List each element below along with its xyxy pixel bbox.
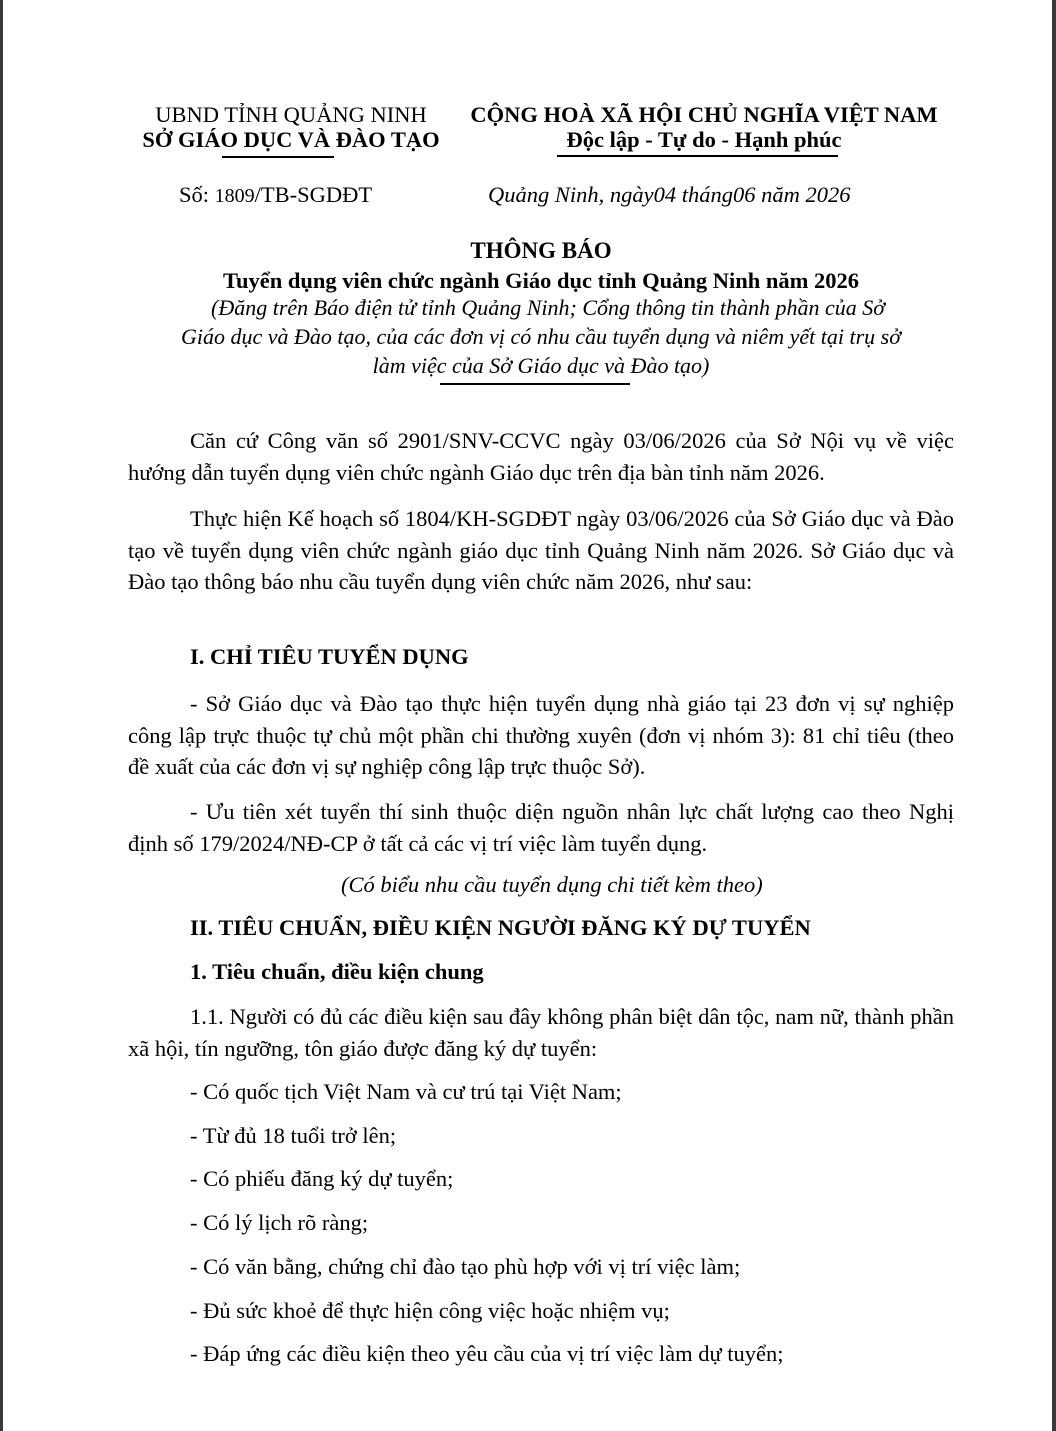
condition-item: - Có phiếu đăng ký dự tuyển; (190, 1166, 454, 1191)
condition-item: - Đủ sức khoẻ để thực hiện công việc hoặc nhiệm vụ; (190, 1298, 670, 1323)
paragraph-eligibility: 1.1. Người có đủ các điều kiện sau đây không phân biệt dân tộc, nam nữ, thành phần xã hội, tín ngưỡng, tôn giáo được đăng ký dự tuyển: (128, 1004, 954, 1061)
paragraph-legal-basis: Căn cứ Công văn số 2901/SNV-CCVC ngày 03/06/2026 của Sở Nội vụ về việc hướng dẫn tuyển dụng viên chức ngành Giáo dục trên địa bàn tỉnh năm 2026. (128, 428, 954, 485)
motto-underline (557, 155, 838, 157)
national-title: CỘNG HOÀ XÃ HỘI CHỦ NGHĨA VIỆT NAM (470, 102, 938, 127)
page-border-left (0, 0, 3, 1431)
publication-note-2: Giáo dục và Đào tạo, của các đơn vị có nhu cầu tuyển dụng và niêm yết tại trụ sở (181, 324, 901, 349)
document-title: THÔNG BÁO (470, 238, 612, 263)
issuer-underline (222, 156, 334, 158)
document-subtitle: Tuyển dụng viên chức ngành Giáo dục tỉnh Quảng Ninh năm 2026 (223, 268, 859, 293)
paragraph-implementation: Thực hiện Kế hoạch số 1804/KH-SGDĐT ngày 03/06/2026 của Sở Giáo dục và Đào tạo về tuyển dụng viên chức ngành giáo dục tỉnh Quảng Ninh năm 2026. Sở Giáo dục và Đào tạo thông báo nhu cầu tuyển dụng viên chức năm 2026, như sau: (128, 506, 954, 594)
issuer-authority: UBND TỈNH QUẢNG NINH (155, 102, 427, 127)
condition-item: - Đáp ứng các điều kiện theo yêu cầu của vị trí việc làm dự tuyển; (190, 1341, 784, 1366)
condition-item: - Có lý lịch rõ ràng; (190, 1210, 369, 1235)
condition-item: - Có quốc tịch Việt Nam và cư trú tại Việt Nam; (190, 1079, 622, 1104)
issuer-department: SỞ GIÁO DỤC VÀ ĐÀO TẠO (142, 127, 440, 152)
title-underline (440, 383, 630, 385)
condition-item: - Từ đủ 18 tuổi trở lên; (190, 1123, 397, 1148)
paragraph-priority: - Ưu tiên xét tuyển thí sinh thuộc diện nguồn nhân lực chất lượng cao theo Nghị định số 179/2024/NĐ-CP ở tất cả các vị trí việc làm tuyển dụng. (128, 799, 954, 856)
document-number: Số: 1809/TB-SGDĐT (179, 182, 373, 207)
paragraph-quota-detail: - Sở Giáo dục và Đào tạo thực hiện tuyển dụng nhà giáo tại 23 đơn vị sự nghiệp công lập trực thuộc tự chủ một phần chi thường xuyên (đơn vị nhóm 3): 81 chỉ tiêu (theo đề xuất của các đơn vị sự nghiệp công lập trực thuộc Sở). (128, 691, 954, 779)
national-motto: Độc lập - Tự do - Hạnh phúc (566, 127, 842, 152)
section-heading-criteria: II. TIÊU CHUẨN, ĐIỀU KIỆN NGƯỜI ĐĂNG KÝ DỰ TUYỂN (190, 915, 811, 940)
document-date: Quảng Ninh, ngày04 tháng06 năm 2026 (488, 182, 851, 207)
publication-note-3: làm việc của Sở Giáo dục và Đào tạo) (372, 353, 710, 378)
subsection-heading-general: 1. Tiêu chuẩn, điều kiện chung (190, 959, 484, 984)
condition-item: - Có văn bằng, chứng chỉ đào tạo phù hợp với vị trí việc làm; (190, 1254, 741, 1279)
page-border-right (1052, 0, 1056, 1431)
attachment-note: (Có biểu nhu cầu tuyển dụng chi tiết kèm theo) (341, 872, 763, 897)
publication-note-1: (Đăng trên Báo điện tử tỉnh Quảng Ninh; Cổng thông tin thành phần của Sở (211, 295, 885, 320)
section-heading-quota: I. CHỈ TIÊU TUYỂN DỤNG (190, 644, 469, 669)
